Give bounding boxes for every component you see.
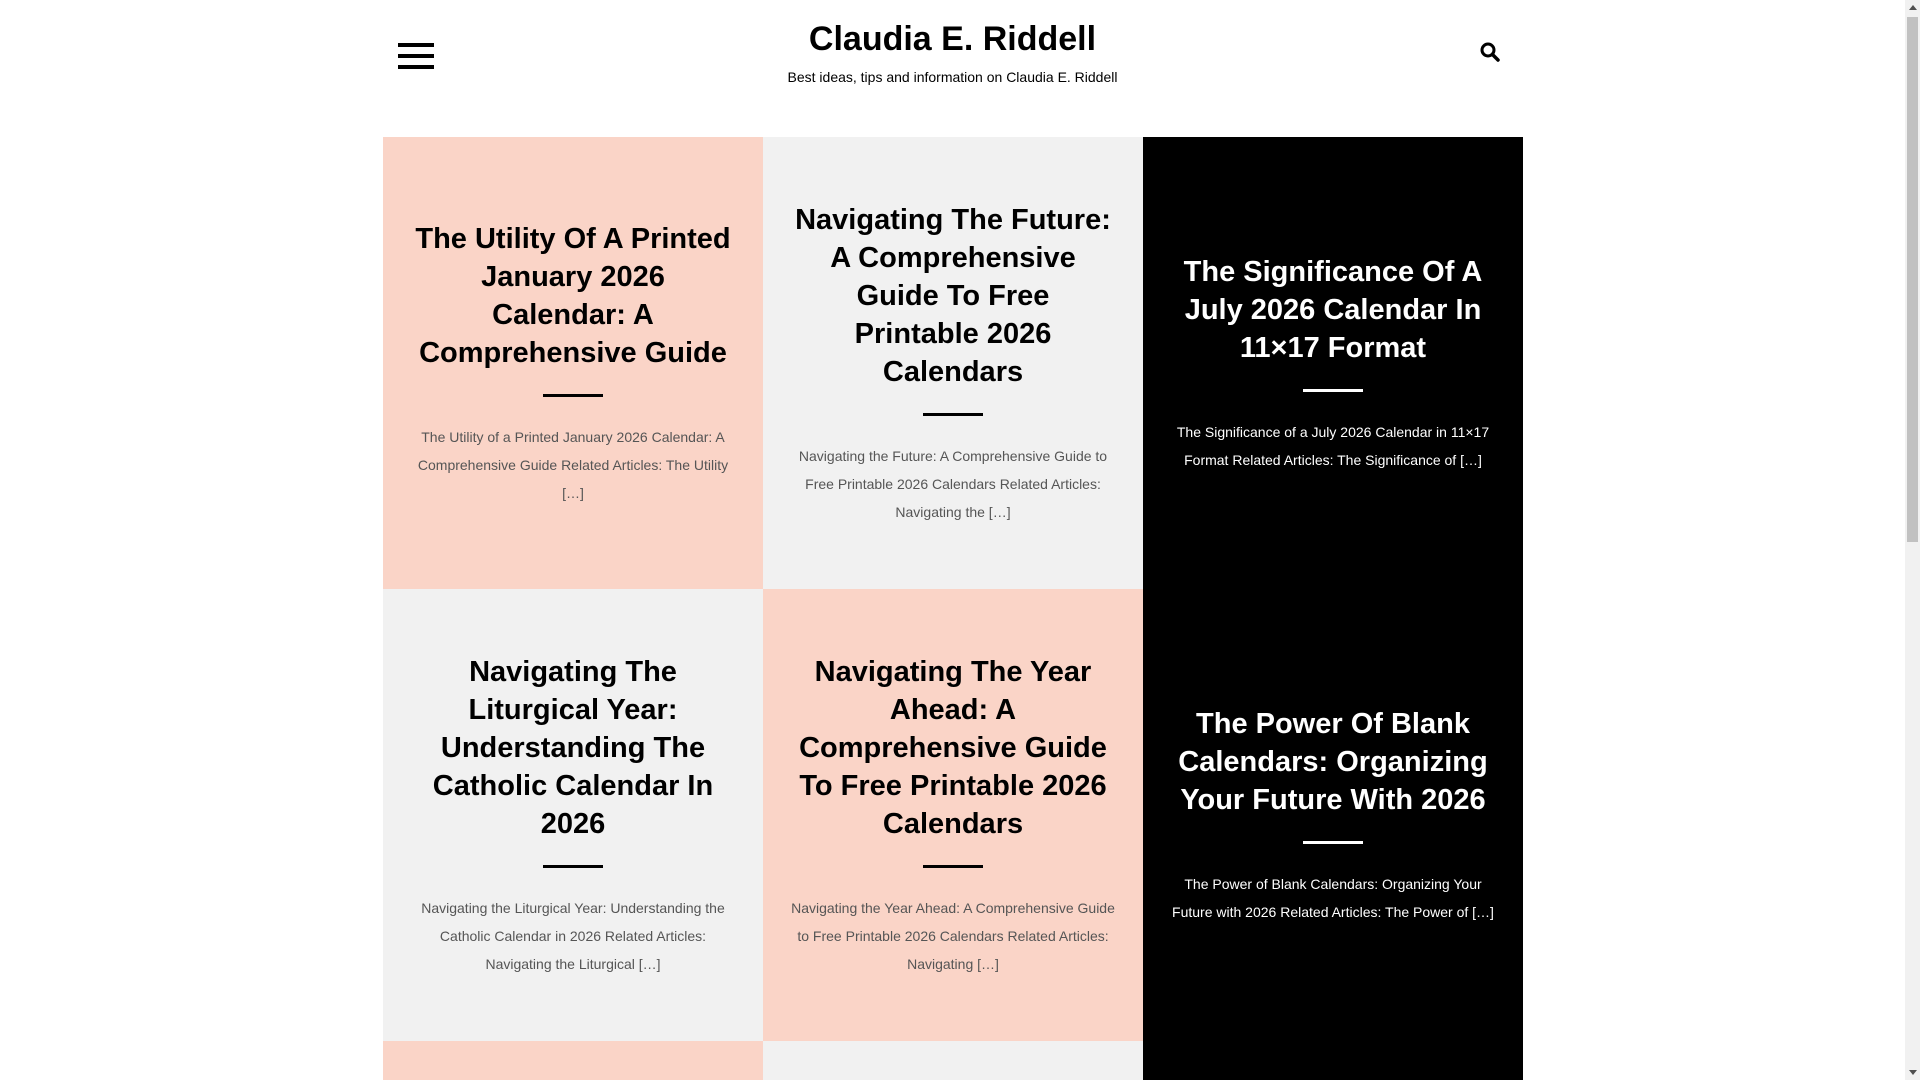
post-card[interactable] <box>383 137 763 589</box>
title-divider <box>543 865 603 868</box>
title-divider <box>923 413 983 416</box>
post-grid <box>383 137 1523 1080</box>
post-title[interactable]: Navigating The Year Ahead: A Comprehensive Guide To Free Printable 2026 Calendars <box>799 655 1107 840</box>
post-excerpt: The Significance of a July 2026 Calendar in 11×17 Format Related Articles: The Significance of […] <box>1176 423 1490 468</box>
title-divider <box>1303 841 1363 844</box>
arrow-up-icon <box>1909 5 1917 10</box>
post-excerpt: Navigating the Future: A Comprehensive Guide to Free Printable 2026 Calendars Related Articles: Navigating the […] <box>798 447 1108 520</box>
search-icon <box>1479 41 1501 63</box>
post-title[interactable]: The Significance Of A July 2026 Calendar In 11×17 Format <box>1183 255 1483 364</box>
post-card-partial[interactable] <box>383 1041 763 1080</box>
site-header <box>0 0 1905 137</box>
post-title[interactable]: The Utility Of A Printed January 2026 Calendar: A Comprehensive Guide <box>415 222 731 369</box>
post-card-partial[interactable] <box>763 1041 1143 1080</box>
site-title[interactable]: Claudia E. Riddell <box>808 20 1097 58</box>
scroll-down-button[interactable] <box>1905 1065 1920 1080</box>
search-button[interactable] <box>1479 41 1501 63</box>
post-card[interactable] <box>383 589 763 1041</box>
title-divider <box>543 394 603 397</box>
post-card[interactable] <box>1143 589 1523 1041</box>
post-excerpt: Navigating the Liturgical Year: Understanding the Catholic Calendar in 2026 Related Articles: Navigating the Liturgical […] <box>421 899 725 972</box>
post-card[interactable] <box>763 137 1143 589</box>
scroll-up-button[interactable] <box>1905 0 1920 15</box>
site-tagline: Best ideas, tips and information on Claudia E. Riddell <box>787 69 1118 85</box>
vertical-scrollbar[interactable] <box>1905 0 1920 1080</box>
post-title[interactable]: Navigating The Liturgical Year: Understanding The Catholic Calendar In 2026 <box>432 655 714 840</box>
post-title[interactable]: Navigating The Future: A Comprehensive Guide To Free Printable 2026 Calendars <box>795 203 1111 388</box>
post-card[interactable] <box>763 589 1143 1041</box>
title-divider <box>1303 389 1363 392</box>
post-card-partial[interactable] <box>1143 1041 1523 1080</box>
post-card[interactable] <box>1143 137 1523 589</box>
title-divider <box>923 865 983 868</box>
post-excerpt: The Power of Blank Calendars: Organizing Your Future with 2026 Related Articles: The Power of […] <box>1172 875 1494 920</box>
scrollbar-thumb[interactable] <box>1907 17 1918 542</box>
arrow-down-icon <box>1909 1070 1917 1075</box>
post-excerpt: The Utility of a Printed January 2026 Calendar: A Comprehensive Guide Related Articles: The Utility […] <box>417 428 729 501</box>
post-excerpt: Navigating the Year Ahead: A Comprehensive Guide to Free Printable 2026 Calendars Related Articles: Navigating […] <box>791 899 1115 972</box>
post-title[interactable]: The Power Of Blank Calendars: Organizing Your Future With 2026 <box>1178 707 1488 816</box>
